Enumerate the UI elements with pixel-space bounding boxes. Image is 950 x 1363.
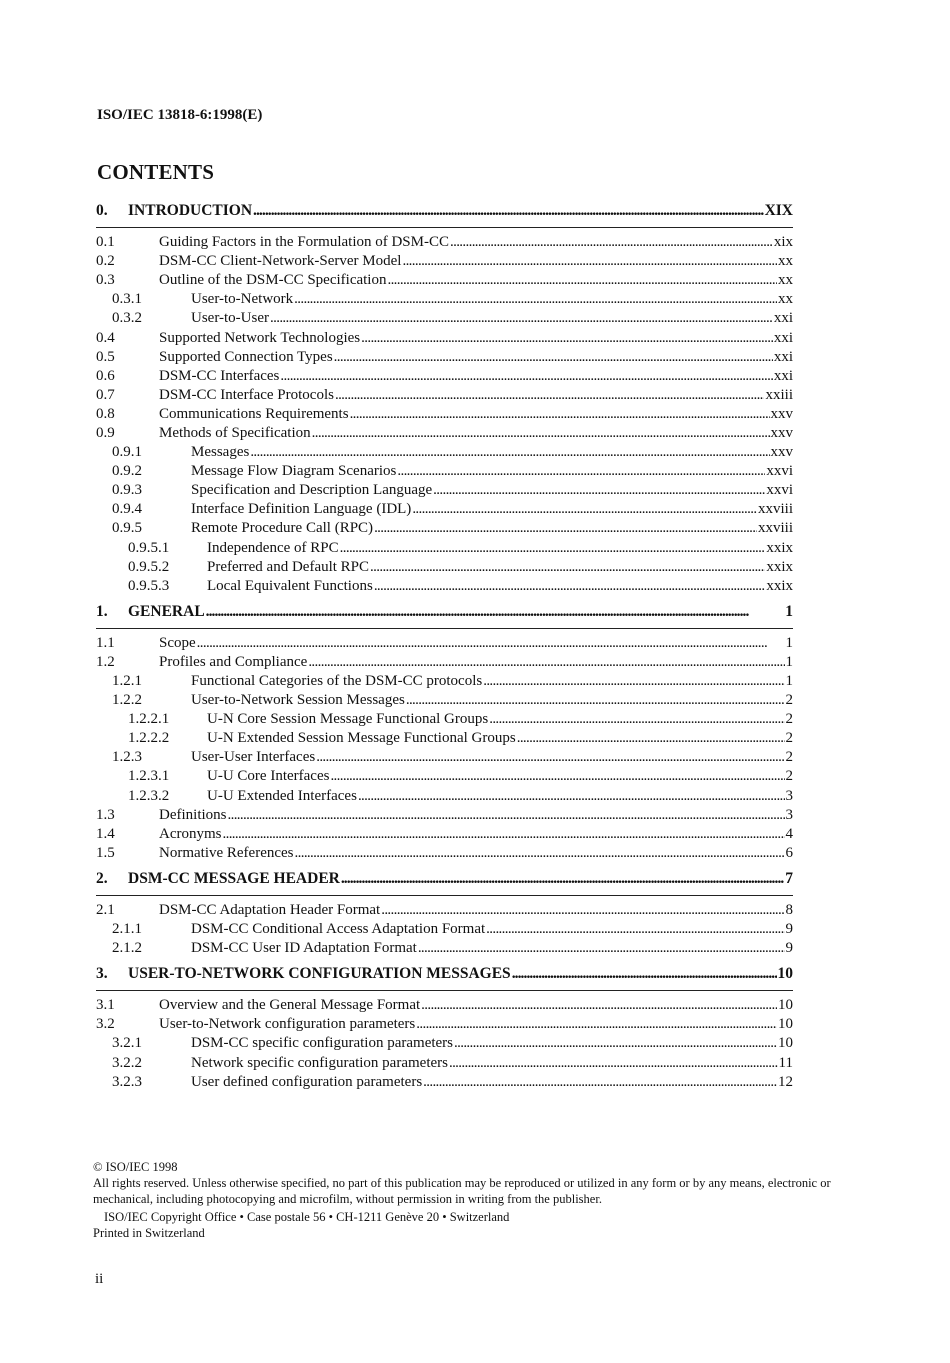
entry-number: 0.2 (96, 253, 115, 270)
entry-title: Independence of RPC (207, 539, 339, 556)
entry-page: xxviii (757, 520, 793, 537)
entry-page: 2 (785, 749, 793, 766)
entry-number: 1.2.2 (112, 692, 142, 709)
entry-title: U-N Extended Session Message Functional Groups (207, 730, 516, 747)
dot-leader (397, 463, 765, 480)
dot-leader (295, 845, 785, 862)
entry-number: 1.2.3.1 (128, 768, 170, 785)
entry-title: Supported Network Technologies (159, 329, 361, 346)
entry-page: xxi (773, 367, 793, 384)
toc-entry[interactable] (96, 481, 793, 500)
entry-page: xxiii (765, 386, 793, 403)
entry-title: Guiding Factors in the Formulation of DSM-CC (159, 234, 449, 251)
toc-entry[interactable] (96, 367, 793, 386)
dot-leader (350, 406, 770, 423)
section-title: INTRODUCTION (128, 202, 253, 219)
entry-title: Message Flow Diagram Scenarios (191, 463, 397, 480)
entry-title: Remote Procedure Call (RPC) (191, 520, 374, 537)
entry-number: 1.2.3.2 (128, 787, 170, 804)
entry-title: U-U Core Interfaces (207, 768, 330, 785)
toc-entry[interactable] (96, 729, 793, 748)
toc-entry[interactable] (96, 634, 793, 653)
toc-entry[interactable] (96, 424, 793, 443)
dot-leader (374, 578, 766, 595)
rights-statement: All rights reserved. Unless otherwise specified, no part of this publication may be reproduced or utilized in any form or by any means, electronic or mechanical, including photocopying and microfilm, without permission in writing from the publisher. (93, 1176, 831, 1206)
entry-title: DSM-CC Adaptation Header Format (159, 901, 381, 918)
dot-leader (228, 807, 785, 824)
entry-title: DSM-CC Conditional Access Adaptation Format (191, 921, 486, 938)
toc-entry[interactable] (96, 1034, 793, 1053)
toc-entry[interactable] (96, 271, 793, 290)
entry-page: 2 (785, 730, 793, 747)
entry-page: 11 (778, 1054, 793, 1071)
toc-entry[interactable] (96, 252, 793, 271)
entry-page: 6 (785, 844, 793, 861)
entry-number: 0.8 (96, 405, 115, 422)
toc-entry[interactable] (96, 710, 793, 729)
dot-leader (423, 1074, 777, 1091)
dot-leader (250, 444, 769, 461)
toc-entry[interactable] (96, 519, 793, 538)
toc-entry[interactable] (96, 1015, 793, 1034)
entry-number: 3.2.3 (112, 1073, 142, 1090)
dot-leader (312, 425, 770, 442)
toc-entry[interactable] (96, 672, 793, 691)
entry-page: 8 (785, 901, 793, 918)
entry-title: Local Equivalent Functions (207, 577, 373, 594)
toc-entry[interactable] (96, 806, 793, 825)
divider (96, 628, 793, 629)
dot-leader (270, 310, 773, 327)
toc-entry[interactable] (96, 1073, 793, 1092)
entry-number: 0.9.5.1 (128, 539, 170, 556)
entry-number: 0.9 (96, 424, 115, 441)
entry-number: 0.7 (96, 386, 115, 403)
entry-title: Profiles and Compliance (159, 653, 308, 670)
dot-leader (294, 291, 777, 308)
toc-entry[interactable] (96, 443, 793, 462)
entry-title: User-to-Network Session Messages (191, 692, 405, 709)
entry-title: Preferred and Default RPC (207, 558, 370, 575)
toc-entry[interactable] (96, 1053, 793, 1072)
entry-page: 1 (785, 634, 793, 651)
toc-entry[interactable] (96, 348, 793, 367)
dot-leader (316, 749, 784, 766)
entry-number: 1.2.2.2 (128, 730, 170, 747)
footer (93, 1159, 843, 1241)
entry-title: Acronyms (159, 825, 222, 842)
entry-page: xxvi (766, 463, 793, 480)
entry-page: xxi (773, 348, 793, 365)
section-number: 1. (96, 602, 108, 620)
entry-number: 0.9.1 (112, 444, 142, 461)
entry-title: Methods of Specification (159, 424, 311, 441)
entry-page: xxi (773, 329, 793, 346)
entry-page: 9 (785, 940, 793, 957)
dot-leader (206, 603, 785, 621)
toc-entry[interactable] (96, 825, 793, 844)
dot-leader (223, 826, 785, 843)
entry-title: User-to-Network (191, 291, 294, 308)
entry-page: 4 (785, 825, 793, 842)
toc-entry[interactable] (96, 920, 793, 939)
entry-page: xxv (770, 444, 793, 461)
entry-page: xxix (766, 558, 793, 575)
divider (96, 990, 793, 991)
entry-number: 0.3 (96, 272, 115, 289)
dot-leader (361, 330, 773, 347)
entry-number: 0.6 (96, 367, 115, 384)
dot-leader (381, 902, 784, 919)
entry-title: User-to-User (191, 310, 270, 327)
entry-title: Normative References (159, 844, 294, 861)
entry-page: xxix (766, 539, 793, 556)
entry-page: 2 (785, 711, 793, 728)
entry-number: 0.9.5.2 (128, 558, 170, 575)
entry-title: User-to-Network configuration parameters (159, 1016, 416, 1033)
entry-page: xxv (770, 405, 793, 422)
dot-leader (341, 870, 784, 888)
toc-entry[interactable] (96, 939, 793, 958)
section-title: DSM-CC MESSAGE HEADER (128, 869, 340, 887)
page-number: ii (95, 1271, 104, 1287)
entry-page: 3 (785, 787, 793, 804)
entry-number: 1.3 (96, 806, 115, 823)
entry-page: xxi (773, 310, 793, 327)
entry-title: User-User Interfaces (191, 749, 316, 766)
dot-leader (308, 654, 784, 671)
entry-title: DSM-CC specific configuration parameters (191, 1035, 454, 1052)
entry-page: 10 (778, 997, 793, 1014)
entry-page: 12 (778, 1073, 793, 1090)
entry-page: xxvi (766, 482, 793, 499)
toc-entry[interactable] (96, 233, 793, 252)
entry-title: Messages (191, 444, 250, 461)
entry-number: 1.2.2.1 (128, 711, 170, 728)
entry-number: 3.2.1 (112, 1035, 142, 1052)
dot-leader (406, 692, 785, 709)
entry-page: xxix (766, 577, 793, 594)
entry-title: DSM-CC User ID Adaptation Format (191, 940, 417, 957)
copyright-office: ISO/IEC Copyright Office • Case postale 56 • CH-1211 Genève 20 • Switzerland (104, 1210, 510, 1224)
divider (96, 227, 793, 228)
entry-number: 1.5 (96, 844, 115, 861)
toc-entry[interactable] (96, 539, 793, 558)
entry-title: DSM-CC Client-Network-Server Model (159, 253, 402, 270)
dot-leader (197, 635, 785, 652)
toc-entry[interactable] (96, 653, 793, 672)
toc-entry[interactable] (96, 787, 793, 806)
dot-leader (449, 1055, 778, 1072)
entry-number: 1.4 (96, 825, 115, 842)
toc-entry[interactable] (96, 309, 793, 328)
entry-number: 0.3.2 (112, 310, 142, 327)
toc-entry[interactable] (96, 386, 793, 405)
dot-leader (512, 965, 777, 983)
dot-leader (374, 520, 757, 537)
entry-title: U-N Core Session Message Functional Groups (207, 711, 489, 728)
dot-leader (418, 940, 785, 957)
entry-title: Interface Definition Language (IDL) (191, 501, 412, 518)
section-number: 0. (96, 202, 108, 219)
entry-number: 3.1 (96, 997, 115, 1014)
toc-entry[interactable] (96, 767, 793, 786)
entry-title: Supported Connection Types (159, 348, 333, 365)
toc-entry[interactable] (96, 328, 793, 347)
dot-leader (454, 1035, 777, 1052)
toc-entry[interactable] (96, 691, 793, 710)
entry-title: DSM-CC Interface Protocols (159, 386, 334, 403)
entry-number: 0.9.2 (112, 463, 142, 480)
dot-leader (517, 730, 785, 747)
entry-number: 0.1 (96, 234, 115, 251)
copyright-notice: © ISO/IEC 1998 (93, 1160, 178, 1174)
toc-entry[interactable] (96, 748, 793, 767)
entry-page: xx (778, 253, 793, 270)
entry-page: 10 (778, 1035, 793, 1052)
entry-page: xxv (770, 424, 793, 441)
entry-number: 0.9.5 (112, 520, 142, 537)
entry-number: 1.2.3 (112, 749, 142, 766)
entry-page: xx (778, 291, 793, 308)
dot-leader (450, 234, 773, 251)
section-title: GENERAL (128, 602, 205, 620)
table-of-contents (96, 201, 793, 1092)
dot-leader (330, 768, 784, 785)
entry-page: 3 (785, 806, 793, 823)
entry-number: 0.3.1 (112, 291, 142, 308)
entry-number: 2.1.2 (112, 940, 142, 957)
entry-number: 3.2 (96, 1016, 115, 1033)
divider (96, 895, 793, 896)
entry-page: 1 (785, 653, 793, 670)
entry-page: 2 (785, 768, 793, 785)
printed-in: Printed in Switzerland (93, 1226, 205, 1240)
dot-leader (433, 482, 765, 499)
toc-entry[interactable] (96, 290, 793, 309)
dot-leader (489, 711, 784, 728)
entry-page: 1 (785, 673, 793, 690)
entry-number: 0.5 (96, 348, 115, 365)
entry-page: xxviii (757, 501, 793, 518)
toc-section-heading[interactable] (96, 869, 793, 889)
dot-leader (412, 501, 757, 518)
entry-number: 1.2.1 (112, 673, 142, 690)
entry-page: 9 (785, 921, 793, 938)
toc-entry[interactable] (96, 405, 793, 424)
entry-number: 2.1 (96, 901, 115, 918)
entry-number: 0.4 (96, 329, 115, 346)
entry-page: 2 (785, 692, 793, 709)
dot-leader (416, 1016, 777, 1033)
entry-title: Scope (159, 634, 196, 651)
dot-leader (486, 921, 784, 938)
running-header: ISO/IEC 13818-6:1998(E) (97, 107, 263, 123)
entry-title: Overview and the General Message Format (159, 997, 421, 1014)
entry-page: xix (773, 234, 793, 251)
section-number: 2. (96, 869, 108, 887)
section-title: USER-TO-NETWORK CONFIGURATION MESSAGES (128, 965, 511, 983)
dot-leader (253, 202, 764, 220)
entry-title: Functional Categories of the DSM-CC protocols (191, 673, 483, 690)
entry-title: Specification and Description Language (191, 482, 433, 499)
entry-number: 3.2.2 (112, 1054, 142, 1071)
entry-number: 2.1.1 (112, 921, 142, 938)
toc-entry[interactable] (96, 996, 793, 1015)
section-page: 7 (785, 869, 793, 887)
toc-entry[interactable] (96, 844, 793, 863)
section-page: 10 (777, 965, 793, 983)
section-number: 3. (96, 965, 108, 983)
dot-leader (340, 540, 766, 557)
dot-leader (402, 253, 777, 270)
dot-leader (358, 788, 785, 805)
dot-leader (335, 387, 765, 404)
dot-leader (421, 997, 777, 1014)
toc-entry[interactable] (96, 558, 793, 577)
entry-title: Communications Requirements (159, 405, 349, 422)
toc-entry[interactable] (96, 577, 793, 596)
entry-title: User defined configuration parameters (191, 1073, 423, 1090)
entry-title: Definitions (159, 806, 227, 823)
dot-leader (334, 349, 773, 366)
entry-number: 0.9.3 (112, 482, 142, 499)
toc-entry[interactable] (96, 462, 793, 481)
entry-number: 1.2 (96, 653, 115, 670)
dot-leader (483, 673, 784, 690)
entry-page: xx (778, 272, 793, 289)
dot-leader (387, 272, 777, 289)
section-page: XIX (764, 202, 793, 219)
section-page: 1 (785, 602, 793, 620)
dot-leader (280, 368, 772, 385)
toc-entry[interactable] (96, 901, 793, 920)
entry-number: 1.1 (96, 634, 115, 651)
page-title: CONTENTS (97, 160, 215, 184)
toc-section-heading[interactable] (96, 602, 793, 622)
entry-title: Outline of the DSM-CC Specification (159, 272, 387, 289)
entry-page: 10 (778, 1016, 793, 1033)
entry-number: 0.9.4 (112, 501, 142, 518)
toc-section-heading[interactable] (96, 201, 793, 221)
entry-title: U-U Extended Interfaces (207, 787, 357, 804)
entry-title: Network specific configuration parameters (191, 1054, 448, 1071)
entry-number: 0.9.5.3 (128, 577, 170, 594)
dot-leader (370, 559, 765, 576)
toc-entry[interactable] (96, 500, 793, 519)
toc-section-heading[interactable] (96, 964, 793, 984)
entry-title: DSM-CC Interfaces (159, 367, 280, 384)
